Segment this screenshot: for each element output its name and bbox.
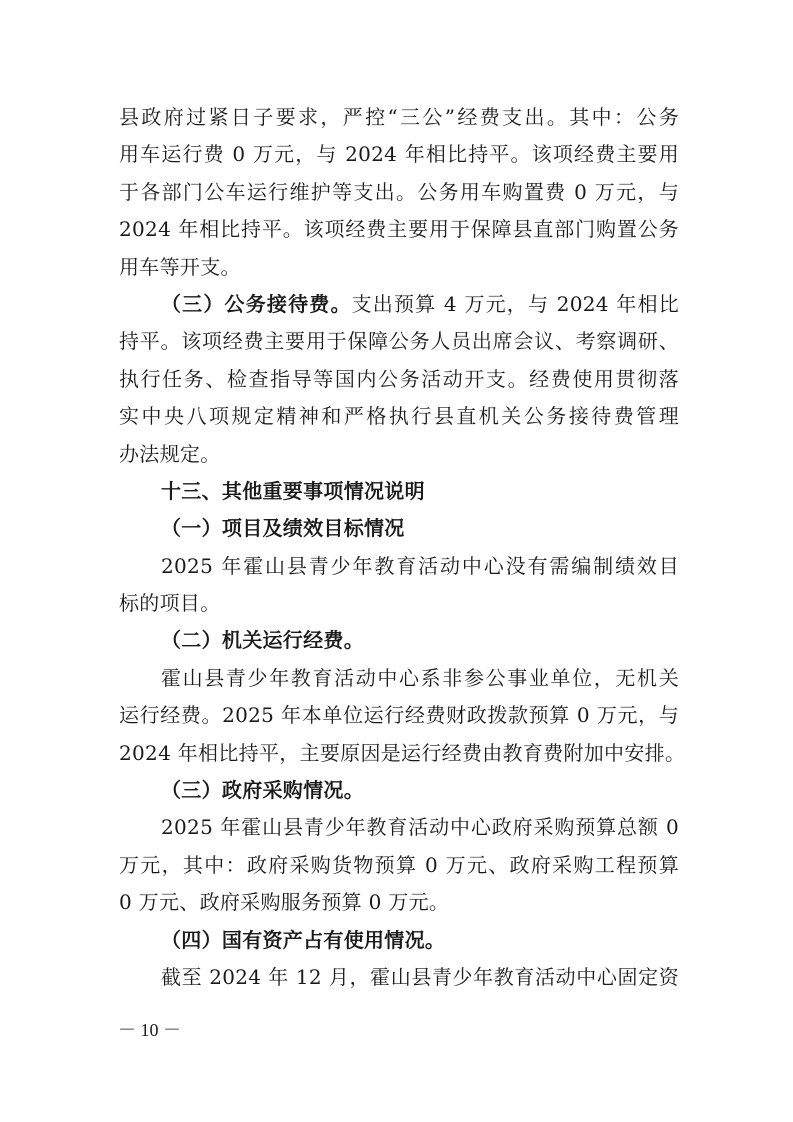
paragraph-line: 县政府过紧日子要求，严控“三公”经费支出。其中：公务 bbox=[119, 105, 679, 129]
paragraph-line: 2024 年相比持平。该项经费主要用于保障县直部门购置公务 bbox=[119, 217, 679, 242]
paragraph-line: 标的项目。 bbox=[119, 591, 221, 616]
paragraph-line: 万元，其中：政府采购货物预算 0 万元、政府采购工程预算 bbox=[119, 852, 679, 877]
paragraph-line: 实中央八项规定精神和严格执行县直机关公务接待费管理 bbox=[119, 404, 679, 429]
page-number: － 10 － bbox=[118, 1020, 181, 1040]
paragraph-line: 用车运行费 0 万元，与 2024 年相比持平。该项经费主要用 bbox=[119, 142, 679, 167]
paragraph-line: 2024 年相比持平，主要原因是运行经费由教育费附加中安排。 bbox=[119, 740, 686, 765]
reception-fee-text: 支出预算 4 万元，与 2024 年相比 bbox=[351, 291, 679, 316]
paragraph-line: 运行经费。2025 年本单位运行经费财政拨款预算 0 万元，与 bbox=[119, 703, 679, 728]
subsection-4-heading: （四）国有资产占有使用情况。 bbox=[161, 927, 446, 952]
paragraph-line: 于各部门公车运行维护等支出。公务用车购置费 0 万元，与 bbox=[119, 179, 679, 204]
paragraph-line: 截至 2024 年 12 月，霍山县青少年教育活动中心固定资 bbox=[161, 964, 679, 989]
section-13-heading: 十三、其他重要事项情况说明 bbox=[161, 478, 425, 503]
paragraph-line: 持平。该项经费主要用于保障公务人员出席会议、考察调研、 bbox=[119, 329, 679, 354]
paragraph-line: 0 万元、政府采购服务预算 0 万元。 bbox=[119, 890, 450, 915]
paragraph-line: 办法规定。 bbox=[119, 441, 221, 466]
subsection-1-heading: （一）项目及绩效目标情况 bbox=[161, 516, 405, 541]
paragraph-line: 用车等开支。 bbox=[119, 254, 241, 279]
paragraph-line: 2025 年霍山县青少年教育活动中心没有需编制绩效目 bbox=[161, 553, 679, 578]
paragraph-line: 霍山县青少年教育活动中心系非参公事业单位，无机关 bbox=[161, 665, 679, 690]
document-body bbox=[119, 99, 686, 996]
subsection-3-heading: （三）政府采购情况。 bbox=[161, 778, 364, 803]
paragraph-line: 2025 年霍山县青少年教育活动中心政府采购预算总额 0 bbox=[161, 815, 679, 840]
reception-fee-heading: （三）公务接待费。 bbox=[161, 291, 352, 316]
paragraph-line: 执行任务、检查指导等国内公务活动开支。经费使用贯彻落 bbox=[119, 366, 679, 391]
subsection-2-heading: （二）机关运行经费。 bbox=[161, 628, 364, 653]
reception-fee-first-line bbox=[119, 286, 679, 323]
